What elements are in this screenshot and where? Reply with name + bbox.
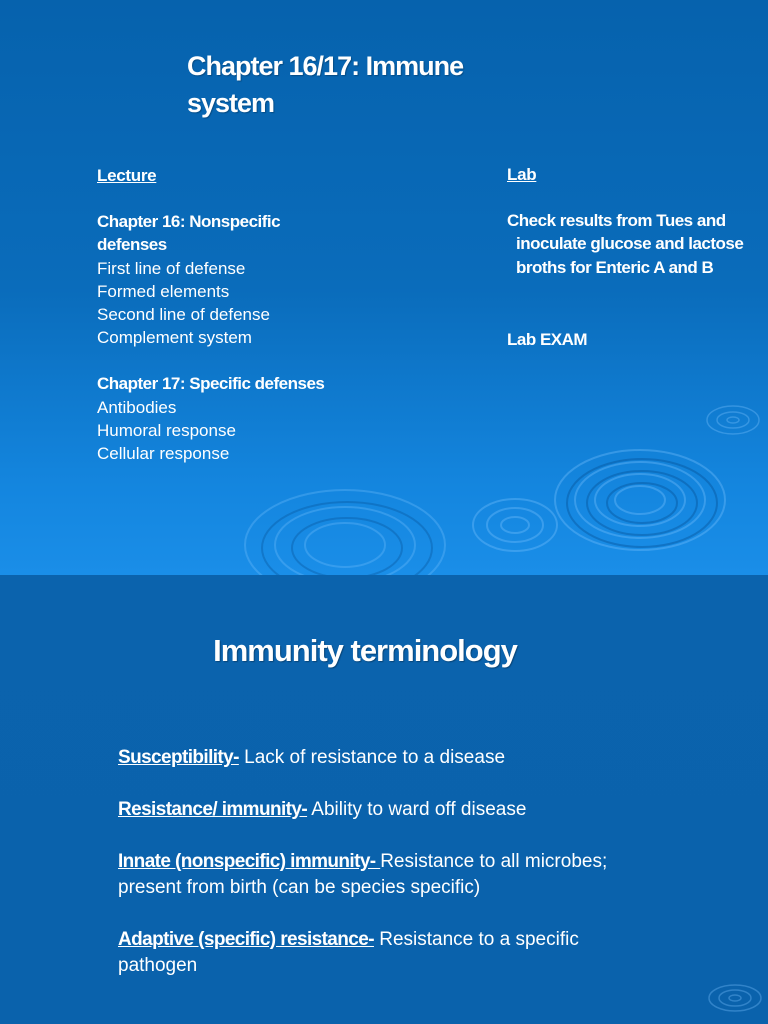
list-item: Formed elements <box>97 281 230 301</box>
chapter-17-title: Chapter 17: Specific defenses <box>97 374 325 394</box>
list-item <box>118 927 638 979</box>
term-name: Innate (nonspecific) immunity- <box>118 851 381 872</box>
term-definition: Lack of resistance to a disease <box>238 747 506 768</box>
slide-title: Immunity terminology <box>213 633 517 668</box>
term-definition: Resistance to all microbes; present from birth (can be species specific) <box>118 851 608 898</box>
slide-title: Chapter 16/17: Immune system <box>187 51 464 118</box>
term-name: Susceptibility- <box>118 747 239 768</box>
lab-column <box>507 163 757 351</box>
list-item <box>118 745 638 771</box>
list-item: Second line of defense Complement system <box>97 305 270 348</box>
list-item: Cellular response <box>97 444 230 464</box>
term-definition: Ability to ward off disease <box>307 799 527 820</box>
term-name: Resistance/ immunity- <box>118 799 308 820</box>
list-item: Antibodies <box>97 397 177 417</box>
lab-instructions: Check results from Tues and inoculate glucose and lactose broths for Enteric A and B <box>507 211 744 277</box>
list-item: Humoral response <box>97 420 236 440</box>
slide-immunity-terminology <box>0 575 768 1024</box>
term-name: Adaptive (specific) resistance- <box>118 929 374 950</box>
list-item <box>118 797 638 823</box>
term-definition: Resistance to a specific pathogen <box>118 929 579 976</box>
chapter-16-title: Chapter 16: Nonspecific defenses <box>97 212 281 255</box>
terminology-list <box>118 745 638 1005</box>
lab-heading: Lab <box>507 165 537 184</box>
lecture-column <box>97 164 327 465</box>
lecture-heading: Lecture <box>97 166 157 185</box>
lab-exam: Lab EXAM <box>507 329 588 349</box>
list-item: First line of defense <box>97 258 246 278</box>
list-item <box>118 849 638 901</box>
